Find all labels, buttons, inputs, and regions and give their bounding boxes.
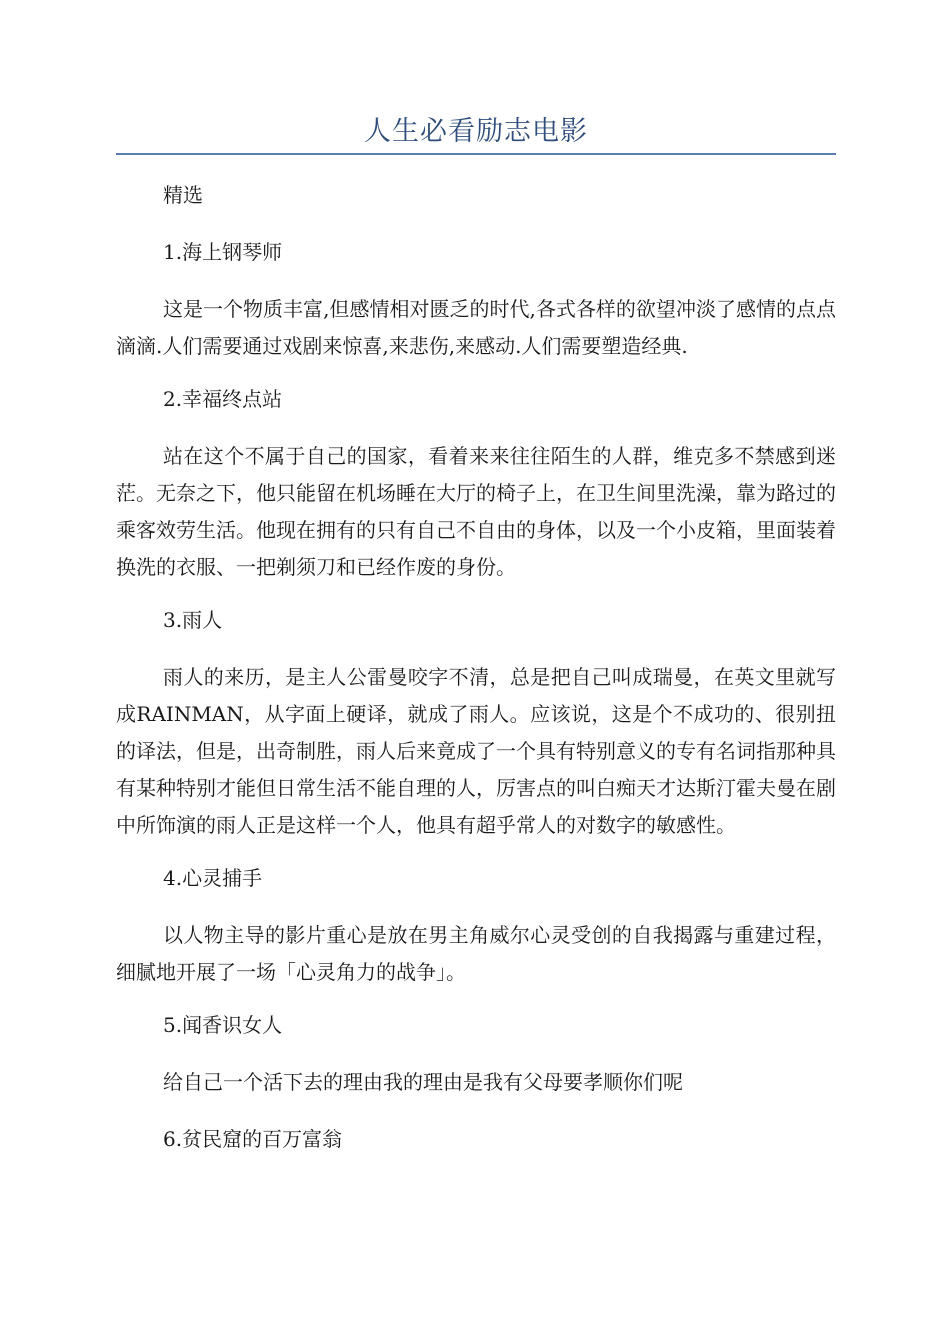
paragraph-movie-3: 雨人的来历，是主人公雷曼咬字不清，总是把自己叫成瑞曼，在英文里就写成RAINMAN，从字面上硬译，就成了雨人。应该说，这是个不成功的、很别扭的译法，但是，出奇制胜，雨人后来竟成了一个具有特别意义的专有名词指那种具有某种特别才能但日常生活不能自理的人，厉害点的叫白痴天才达斯汀霍夫曼在剧中所饰演的雨人正是这样一个人，他具有超乎常人的对数字的敏感性。: [116, 665, 836, 837]
paragraph-movie-2: 站在这个不属于自己的国家，看着来来往往陌生的人群，维克多不禁感到迷茫。无奈之下，他只能留在机场睡在大厅的椅子上，在卫生间里洗澡，靠为路过的乘客效劳生活。他现在拥有的只有自己不自由的身体，以及一个小皮箱，里面装着换洗的衣服、一把剃须刀和已经作废的身份。: [116, 444, 836, 579]
document-title: 人生必看励志电影: [364, 116, 588, 147]
heading-movie-6: 6.贫民窟的百万富翁: [163, 1127, 343, 1151]
heading-movie-4: 4.心灵捕手: [163, 866, 263, 890]
paragraph-intro: 精选: [163, 183, 203, 207]
heading-movie-1: 1.海上钢琴师: [163, 240, 283, 264]
paragraph-movie-5: 给自己一个活下去的理由我的理由是我有父母要孝顺你们呢: [163, 1070, 683, 1094]
heading-movie-5: 5.闻香识女人: [163, 1013, 283, 1037]
title-underline: [116, 153, 836, 155]
heading-movie-3: 3.雨人: [163, 608, 223, 632]
paragraph-movie-4: 以人物主导的影片重心是放在男主角威尔心灵受创的自我揭露与重建过程，细腻地开展了一场「心灵角力的战争」。: [116, 923, 836, 984]
paragraph-movie-1: 这是一个物质丰富,但感情相对匮乏的时代,各式各样的欲望冲淡了感情的点点滴滴.人们需要通过戏剧来惊喜,来悲伤,来感动.人们需要塑造经典.: [116, 297, 836, 358]
heading-movie-2: 2.幸福终点站: [163, 387, 283, 411]
document-page: [116, 0, 836, 1178]
document-body: [116, 177, 836, 1158]
